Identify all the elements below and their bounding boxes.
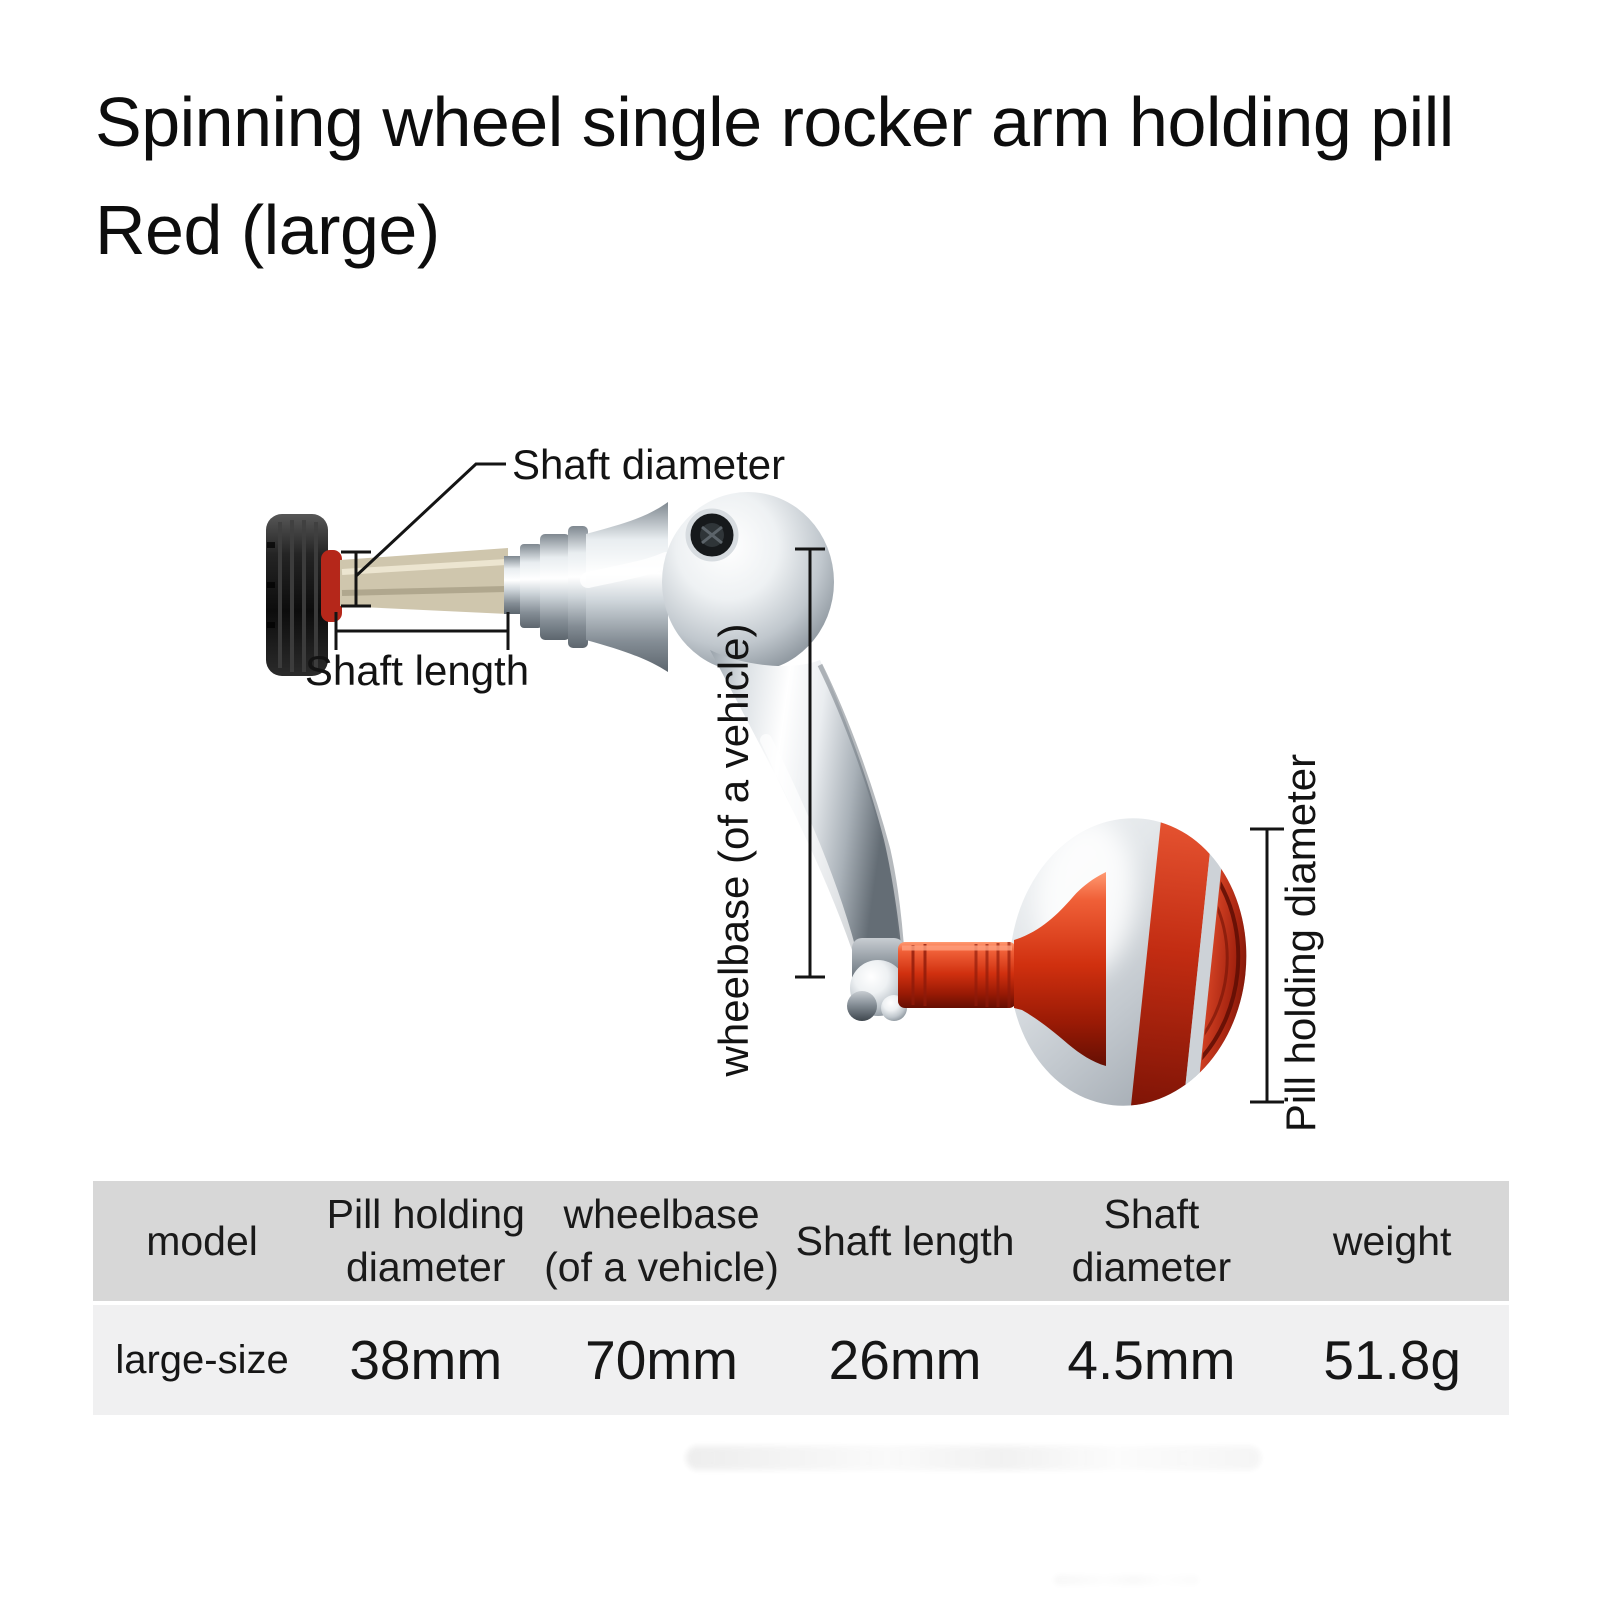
cell-pill-holding-diameter: 38mm	[349, 1329, 503, 1391]
chrome-collar	[504, 526, 588, 648]
title-line-1: Spinning wheel single rocker arm holding pill	[95, 83, 1454, 161]
pill-holding-diameter-label: Pill holding diameter	[1277, 753, 1324, 1133]
hex-shaft	[340, 548, 508, 614]
cell-weight: 51.8g	[1323, 1329, 1461, 1391]
cell-wheelbase: 70mm	[585, 1329, 738, 1391]
red-washer	[321, 550, 342, 622]
reel-handle-illustration	[266, 492, 1277, 1135]
wheelbase-label: wheelbase (of a vehicle)	[710, 623, 757, 1077]
screw-head	[688, 511, 736, 559]
spec-table-data-row	[93, 1305, 1509, 1415]
watermark-smudge	[686, 1446, 1261, 1470]
red-stem	[898, 872, 1106, 1066]
chrome-bell-body	[586, 502, 668, 672]
shaft-length-dimension	[336, 612, 508, 650]
cell-model: large-size	[115, 1337, 289, 1382]
cell-shaft-diameter: 4.5mm	[1067, 1329, 1236, 1391]
header-weight: weight	[1332, 1217, 1452, 1264]
watermark-smudge	[1054, 1575, 1199, 1585]
header-shaft-length: Shaft length	[795, 1217, 1015, 1264]
title-line-2: Red (large)	[95, 191, 440, 269]
shaft-diameter-label: Shaft diameter	[512, 441, 786, 488]
spec-table-header-row	[93, 1181, 1509, 1301]
header-model: model	[146, 1217, 258, 1264]
header-shaft-diameter: Shaft diameter	[1071, 1191, 1232, 1290]
header-wheelbase: wheelbase (of a vehicle)	[544, 1191, 779, 1290]
header-pill-holding-diameter: Pill holding diameter	[326, 1191, 525, 1290]
shaft-length-label: Shaft length	[304, 647, 530, 694]
spec-table	[93, 1181, 1509, 1415]
cell-shaft-length: 26mm	[828, 1329, 982, 1391]
